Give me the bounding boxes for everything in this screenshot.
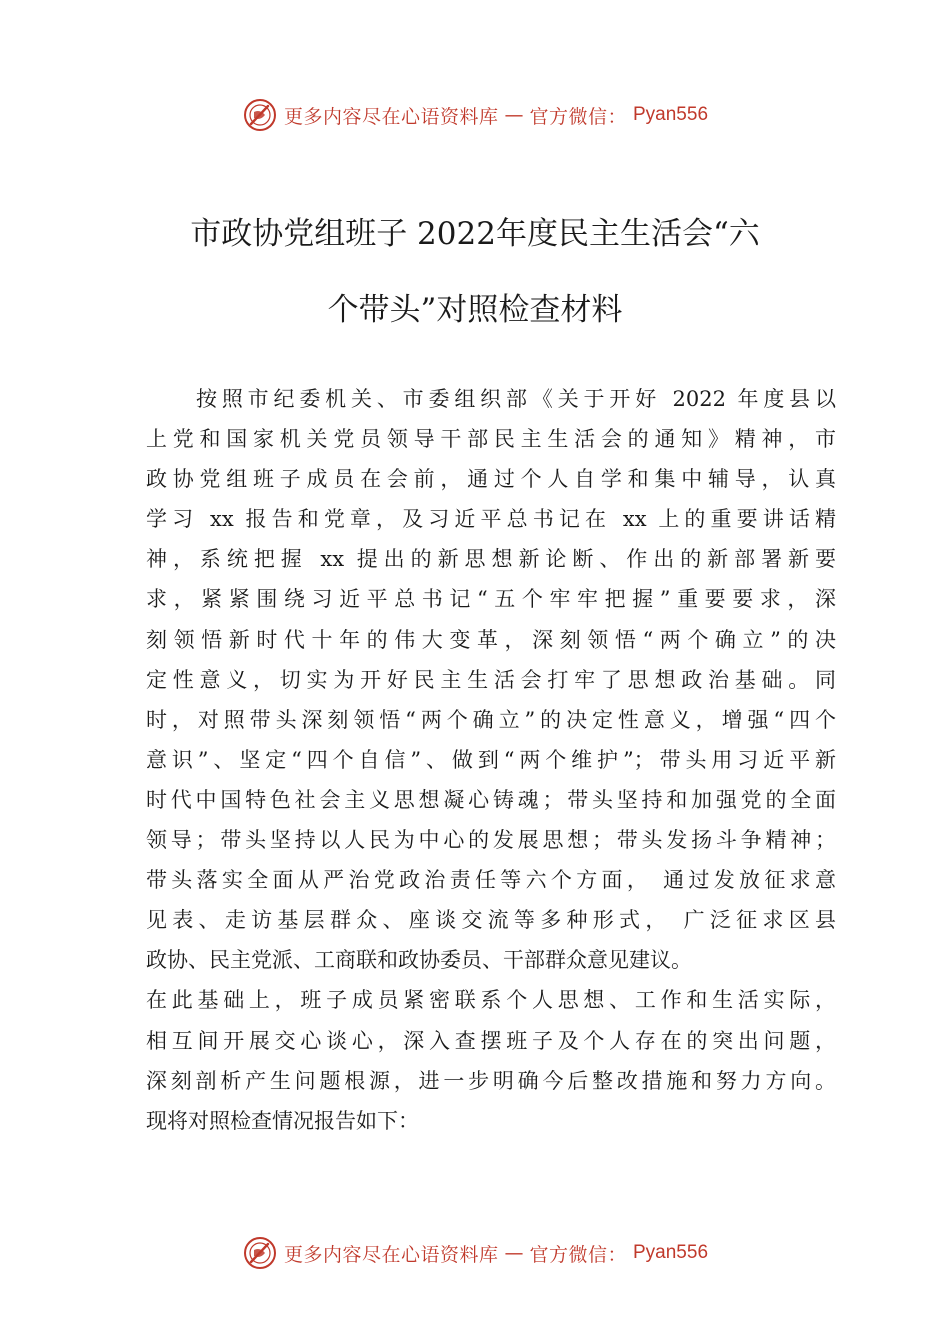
body-line: 在此基础上，班子成员紧密联系个人思想、工作和生活实际， bbox=[146, 988, 836, 1013]
body-line: 刻领悟新时代十年的伟大变革，深刻领悟“两个确立”的决 bbox=[146, 627, 836, 652]
watermark-separator: — bbox=[504, 1242, 524, 1264]
watermark-brand: 更多内容尽在心语资料库 bbox=[283, 1243, 499, 1266]
body-line: 政协党组班子成员在会前，通过个人自学和集中辅导，认真 bbox=[146, 467, 836, 492]
body-line: 政协、民主党派、工商联和政协委员、干部群众意见建议。 bbox=[146, 948, 692, 973]
watermark-brand: 更多内容尽在心语资料库 bbox=[283, 105, 499, 128]
header-watermark bbox=[0, 93, 950, 137]
body-line: 时代中国特色社会主义思想凝心铸魂；带头坚持和加强党的全面 bbox=[146, 787, 836, 812]
body-line: 上党和国家机关党员领导干部民主生活会的通知》精神，市 bbox=[146, 427, 836, 452]
body-line: 求，紧紧围绕习近平总书记“五个牢牢把握”重要要求，深 bbox=[146, 587, 836, 612]
title-line-2: 个带头”对照检查材料 bbox=[327, 292, 623, 328]
watermark-label: 官方微信： bbox=[529, 1243, 627, 1266]
watermark-separator: — bbox=[504, 104, 524, 126]
watermark-account: Pyan556 bbox=[633, 1242, 709, 1263]
body-line: 领导；带头坚持以人民为中心的发展思想；带头发扬斗争精神； bbox=[146, 828, 836, 853]
watermark-label: 官方微信： bbox=[529, 105, 627, 128]
body-line: 带头落实全面从严治党政治责任等六个方面， 通过发放征求意 bbox=[146, 868, 836, 893]
body-line: 时，对照带头深刻领悟“两个确立”的决定性意义，增强“四个 bbox=[146, 707, 836, 732]
body-paragraph bbox=[146, 379, 836, 1141]
body-line: 按照市纪委机关、市委组织部《关于开好 2022 年度县以 bbox=[196, 387, 836, 411]
body-line: 见表、走访基层群众、座谈交流等多种形式， 广泛征求区县 bbox=[146, 908, 836, 933]
footer-watermark bbox=[0, 1231, 950, 1275]
brand-logo-icon bbox=[242, 1235, 278, 1271]
body-line: 意识”、坚定“四个自信”、做到“两个维护”；带头用习近平新 bbox=[146, 747, 836, 772]
body-line: 相互间开展交心谈心，深入查摆班子及个人存在的突出问题， bbox=[146, 1028, 836, 1053]
document-title bbox=[140, 196, 810, 348]
body-line: 深刻剖析产生问题根源，进一步明确今后整改措施和努力方向。 bbox=[146, 1068, 836, 1093]
title-line-1: 市政协党组班子 2022年度民主生活会“六 bbox=[190, 216, 760, 252]
body-line: 神，系统把握 xx 提出的新思想新论断、作出的新部署新要 bbox=[146, 547, 836, 572]
brand-logo-icon bbox=[242, 97, 278, 133]
body-line: 定性意义，切实为开好民主生活会打牢了思想政治基础。同 bbox=[146, 667, 836, 692]
body-line: 学习 xx 报告和党章，及习近平总书记在 xx 上的重要讲话精 bbox=[146, 507, 836, 532]
body-line: 现将对照检查情况报告如下： bbox=[146, 1108, 419, 1133]
watermark-account: Pyan556 bbox=[633, 104, 709, 125]
